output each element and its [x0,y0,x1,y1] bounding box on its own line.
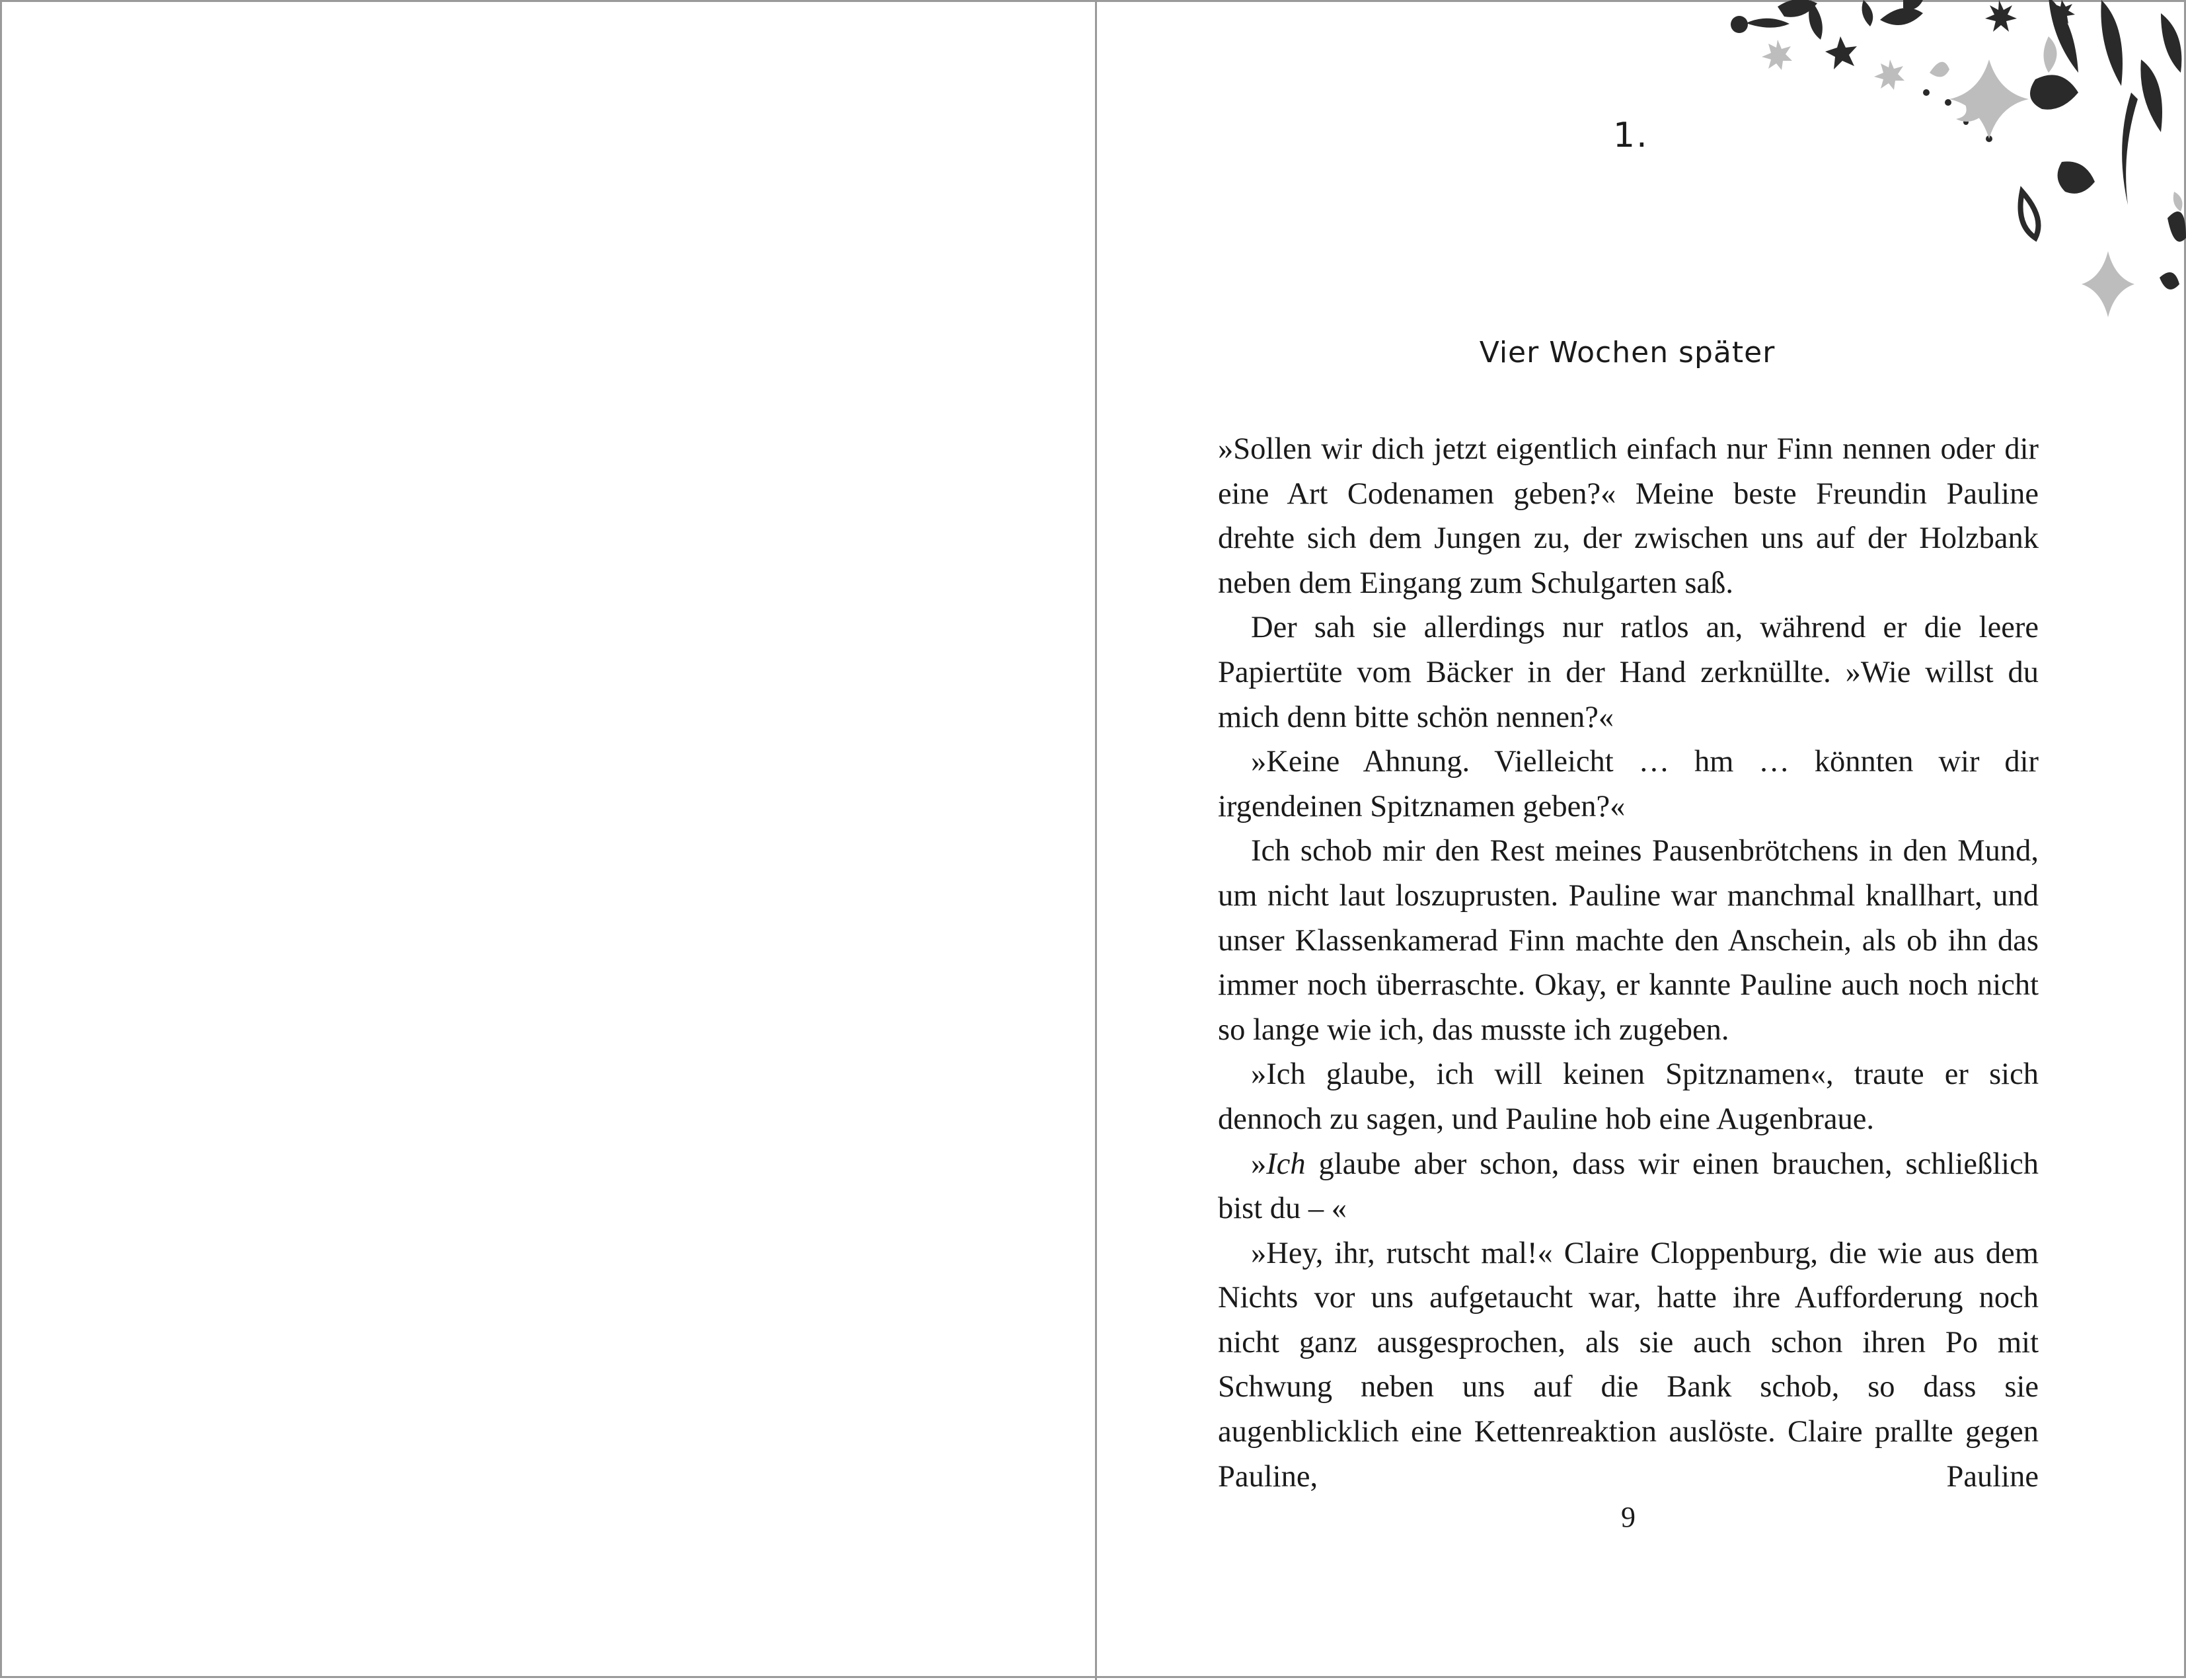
chapter-number: 1. [1613,116,1649,155]
paragraph-7: »Hey, ihr, rutscht mal!« Claire Cloppenburg, die wie aus dem Nichts vor uns aufgetaucht war, hatte ihre Aufforderung noch nicht ganz ausgesprochen, als sie auch schon ihren Po mit Schwung neben uns auf die Bank schob, so dass sie augenblicklich eine Kettenreaktion auslöste. Claire prallte gegen Pauline, Pauline [1218,1236,2039,1494]
page-number: 9 [1621,1501,1636,1533]
paragraph-6-italic: Ich [1266,1147,1306,1181]
paragraph-4: Ich schob mir den Rest meines Pausenbrötchens in den Mund, um nicht laut loszuprusten. Pauline war manchmal knallhart, und unser Klassenkamerad Finn machte den Anschein, als ob ihn das immer noch überraschte. Okay, er kannte Pauline auch noch nicht so lange wie ich, das musste ich zugeben. [1218,834,2039,1047]
left-page-blank [2,2,1095,1680]
paragraph-6-prefix: » [1251,1147,1267,1181]
chapter-subtitle: Vier Wochen später [1479,336,1776,369]
ornament-dark-leaves [1731,0,2186,289]
paragraph-6 [1218,1142,2039,1231]
paragraph-1: »Sollen wir dich jetzt eigentlich einfach nur Finn nennen oder dir eine Art Codenamen geben?« Meine beste Freundin Pauline drehte sich dem Jungen zu, der zwischen uns auf der Holzbank neben dem Eingang zum Schulgarten saß. [1218,432,2039,600]
floral-corner-ornament-icon [1705,0,2186,317]
paragraph-2: Der sah sie allerdings nur ratlos an, während er die leere Papiertüte vom Bäcker in der Hand zerknüllte. »Wie willst du mich denn bitte schön nennen?« [1218,611,2039,734]
paragraph-3: »Keine Ahnung. Vielleicht … hm … könnten wir dir irgendeinen Spitznamen geben?« [1218,745,2039,823]
paragraph-5: »Ich glaube, ich will keinen Spitznamen«, traute er sich dennoch zu sagen, und Pauline hob eine Augenbraue. [1218,1057,2039,1136]
paragraph-6-rest: glaube aber schon, dass wir einen brauchen, schließlich bist du – « [1218,1147,2039,1226]
body-text [1218,427,2039,1499]
